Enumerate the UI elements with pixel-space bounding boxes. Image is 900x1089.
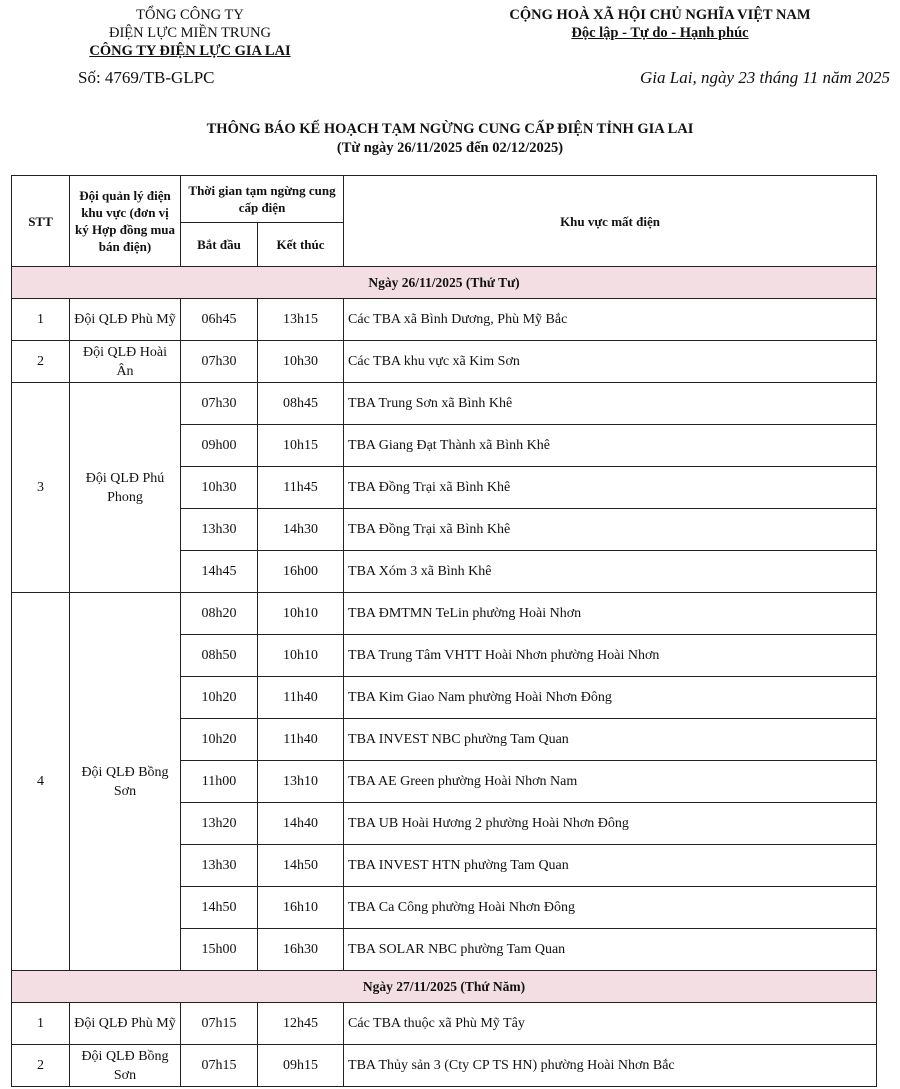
- area-cell: TBA INVEST NBC phường Tam Quan: [344, 719, 877, 761]
- table-row: [12, 383, 877, 425]
- team-cell: Đội QLĐ Bồng Sơn: [70, 593, 181, 971]
- stt-cell: 2: [12, 1045, 70, 1087]
- nation-block: [440, 6, 880, 42]
- table-row: [12, 1003, 877, 1045]
- end-cell: 14h30: [258, 509, 344, 551]
- stt-cell: 3: [12, 383, 70, 593]
- end-cell: 13h10: [258, 761, 344, 803]
- start-cell: 15h00: [181, 929, 258, 971]
- col-time-group: Thời gian tạm ngừng cung cấp điện: [181, 176, 344, 223]
- area-cell: TBA Ca Công phường Hoài Nhơn Đông: [344, 887, 877, 929]
- area-cell: TBA Thủy sản 3 (Cty CP TS HN) phường Hoài Nhơn Bắc: [344, 1045, 877, 1087]
- stt-cell: 1: [12, 1003, 70, 1045]
- area-cell: Các TBA thuộc xã Phù Mỹ Tây: [344, 1003, 877, 1045]
- end-cell: 11h40: [258, 719, 344, 761]
- end-cell: 12h45: [258, 1003, 344, 1045]
- stt-cell: 1: [12, 299, 70, 341]
- area-cell: TBA Đồng Trại xã Bình Khê: [344, 467, 877, 509]
- area-cell: TBA Trung Tâm VHTT Hoài Nhơn phường Hoài Nhơn: [344, 635, 877, 677]
- start-cell: 14h50: [181, 887, 258, 929]
- area-cell: TBA ĐMTMN TeLin phường Hoài Nhơn: [344, 593, 877, 635]
- table-row: [12, 299, 877, 341]
- end-cell: 16h00: [258, 551, 344, 593]
- reference-number: Số: 4769/TB-GLPC: [78, 68, 215, 87]
- start-cell: 10h20: [181, 719, 258, 761]
- start-cell: 08h20: [181, 593, 258, 635]
- stt-cell: 2: [12, 341, 70, 383]
- end-cell: 13h15: [258, 299, 344, 341]
- start-cell: 10h30: [181, 467, 258, 509]
- col-stt: STT: [12, 176, 70, 267]
- end-cell: 14h40: [258, 803, 344, 845]
- day-row: [12, 971, 877, 1003]
- team-cell: Đội QLĐ Phú Phong: [70, 383, 181, 593]
- area-cell: TBA SOLAR NBC phường Tam Quan: [344, 929, 877, 971]
- table-row: [12, 1045, 877, 1087]
- end-cell: 10h10: [258, 635, 344, 677]
- nation-motto: Độc lập - Tự do - Hạnh phúc: [571, 25, 749, 41]
- end-cell: 10h15: [258, 425, 344, 467]
- start-cell: 11h00: [181, 761, 258, 803]
- start-cell: 08h50: [181, 635, 258, 677]
- area-cell: TBA INVEST HTN phường Tam Quan: [344, 845, 877, 887]
- col-start: Bắt đầu: [181, 223, 258, 267]
- day-row: [12, 267, 877, 299]
- issue-date: Gia Lai, ngày 23 tháng 11 năm 2025: [640, 68, 890, 87]
- nation-title: CỘNG HOÀ XÃ HỘI CHỦ NGHĨA VIỆT NAM: [509, 7, 811, 23]
- end-cell: 11h45: [258, 467, 344, 509]
- day-label: Ngày 26/11/2025 (Thứ Tư): [12, 267, 877, 299]
- area-cell: TBA AE Green phường Hoài Nhơn Nam: [344, 761, 877, 803]
- area-cell: TBA Kim Giao Nam phường Hoài Nhơn Đông: [344, 677, 877, 719]
- end-cell: 09h15: [258, 1045, 344, 1087]
- start-cell: 14h45: [181, 551, 258, 593]
- start-cell: 10h20: [181, 677, 258, 719]
- start-cell: 13h20: [181, 803, 258, 845]
- end-cell: 10h30: [258, 341, 344, 383]
- document-period: (Từ ngày 26/11/2025 đến 02/12/2025): [336, 140, 564, 156]
- team-cell: Đội QLĐ Bồng Sơn: [70, 1045, 181, 1087]
- area-cell: TBA Xóm 3 xã Bình Khê: [344, 551, 877, 593]
- table-row: [12, 341, 877, 383]
- start-cell: 06h45: [181, 299, 258, 341]
- team-cell: Đội QLĐ Phù Mỹ: [70, 1003, 181, 1045]
- issuer-block: [40, 6, 340, 60]
- stt-cell: 4: [12, 593, 70, 971]
- end-cell: 14h50: [258, 845, 344, 887]
- end-cell: 10h10: [258, 593, 344, 635]
- end-cell: 11h40: [258, 677, 344, 719]
- document-title: THÔNG BÁO KẾ HOẠCH TẠM NGỪNG CUNG CẤP ĐIỆN TỈNH GIA LAI: [206, 121, 694, 137]
- issuer-line-1: TỔNG CÔNG TY: [136, 7, 244, 23]
- start-cell: 07h30: [181, 341, 258, 383]
- area-cell: TBA Đồng Trại xã Bình Khê: [344, 509, 877, 551]
- start-cell: 13h30: [181, 845, 258, 887]
- team-cell: Đội QLĐ Phù Mỹ: [70, 299, 181, 341]
- area-cell: Các TBA khu vực xã Kim Sơn: [344, 341, 877, 383]
- area-cell: TBA Trung Sơn xã Bình Khê: [344, 383, 877, 425]
- table-row: [12, 593, 877, 635]
- end-cell: 08h45: [258, 383, 344, 425]
- col-area: Khu vực mất điện: [344, 176, 877, 267]
- col-end: Kết thúc: [258, 223, 344, 267]
- area-cell: TBA UB Hoài Hương 2 phường Hoài Nhơn Đông: [344, 803, 877, 845]
- start-cell: 07h30: [181, 383, 258, 425]
- area-cell: Các TBA xã Bình Dương, Phù Mỹ Bắc: [344, 299, 877, 341]
- end-cell: 16h10: [258, 887, 344, 929]
- col-team: Đội quản lý điện khu vực (đơn vị ký Hợp đồng mua bán điện): [70, 176, 181, 267]
- end-cell: 16h30: [258, 929, 344, 971]
- outage-schedule-table: [11, 175, 877, 1087]
- start-cell: 07h15: [181, 1003, 258, 1045]
- issuer-line-2: ĐIỆN LỰC MIỀN TRUNG: [108, 25, 271, 41]
- start-cell: 09h00: [181, 425, 258, 467]
- start-cell: 07h15: [181, 1045, 258, 1087]
- day-label: Ngày 27/11/2025 (Thứ Năm): [12, 971, 877, 1003]
- issuer-company: CÔNG TY ĐIỆN LỰC GIA LAI: [89, 43, 291, 59]
- team-cell: Đội QLĐ Hoài Ân: [70, 341, 181, 383]
- start-cell: 13h30: [181, 509, 258, 551]
- table-header-row: [12, 176, 877, 223]
- area-cell: TBA Giang Đạt Thành xã Bình Khê: [344, 425, 877, 467]
